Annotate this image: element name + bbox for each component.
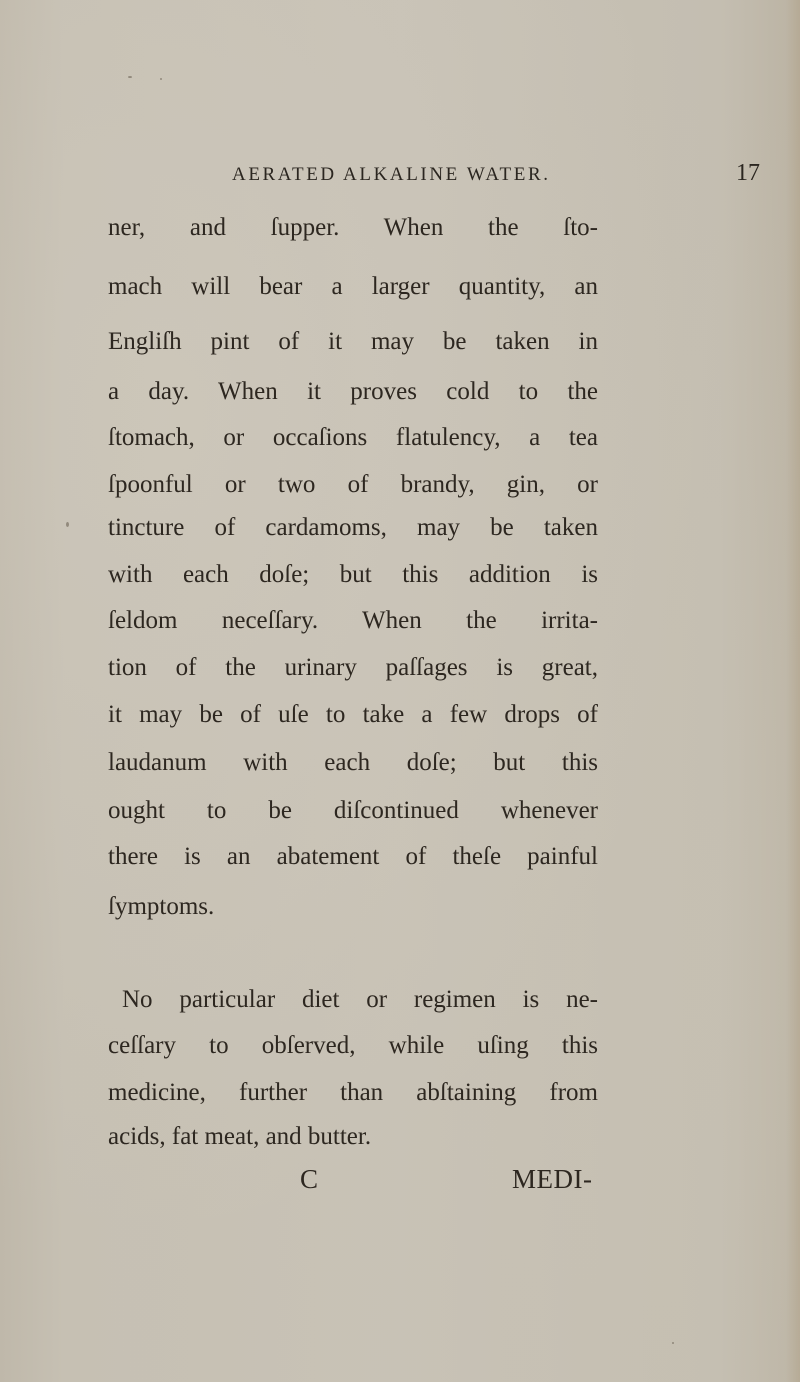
signature-mark: C [300,1164,319,1194]
body-text-line: mach will bear a larger quantity, an [108,273,598,300]
page-number: 17 [736,160,760,186]
body-text-line: a day. When it proves cold to the [108,378,598,405]
body-text-line: laudanum with each doſe; but this [108,749,598,776]
body-text-line: ought to be diſcontinued whenever [108,797,598,824]
running-header: AERATED ALKALINE WATER. [232,164,551,185]
body-text-line: ner, and ſupper. When the ſto- [108,214,598,241]
body-text-line: No particular diet or regimen is ne- [122,986,598,1013]
body-text-line: acids, fat meat, and butter. [108,1123,372,1150]
body-text-line: tincture of cardamoms, may be taken [108,514,598,541]
page-edge-shadow [786,0,800,1382]
body-text-line: Engliſh pint of it may be taken in [108,328,598,355]
paper-speck [128,76,132,78]
body-text-line: ceſſary to obſerved, while uſing this [108,1032,598,1059]
body-text-line: ſymptoms. [108,893,215,920]
body-text-line: there is an abatement of theſe painful [108,843,598,870]
body-text-line: ſpoonful or two of brandy, gin, or [108,471,598,498]
body-text-line: ſtomach, or occaſions flatulency, a tea [108,424,598,451]
paper-speck [66,522,69,527]
paper-speck [672,1342,674,1344]
body-text-line: with each doſe; but this addition is [108,561,598,588]
body-text-line: it may be of uſe to take a few drops of [108,701,598,728]
catchword: MEDI- [512,1164,593,1194]
body-text-line: medicine, further than abſtaining from [108,1079,598,1106]
body-text-line: ſeldom neceſſary. When the irrita- [108,607,598,634]
paper-speck [160,78,162,80]
body-text-line: tion of the urinary paſſages is great, [108,654,598,681]
